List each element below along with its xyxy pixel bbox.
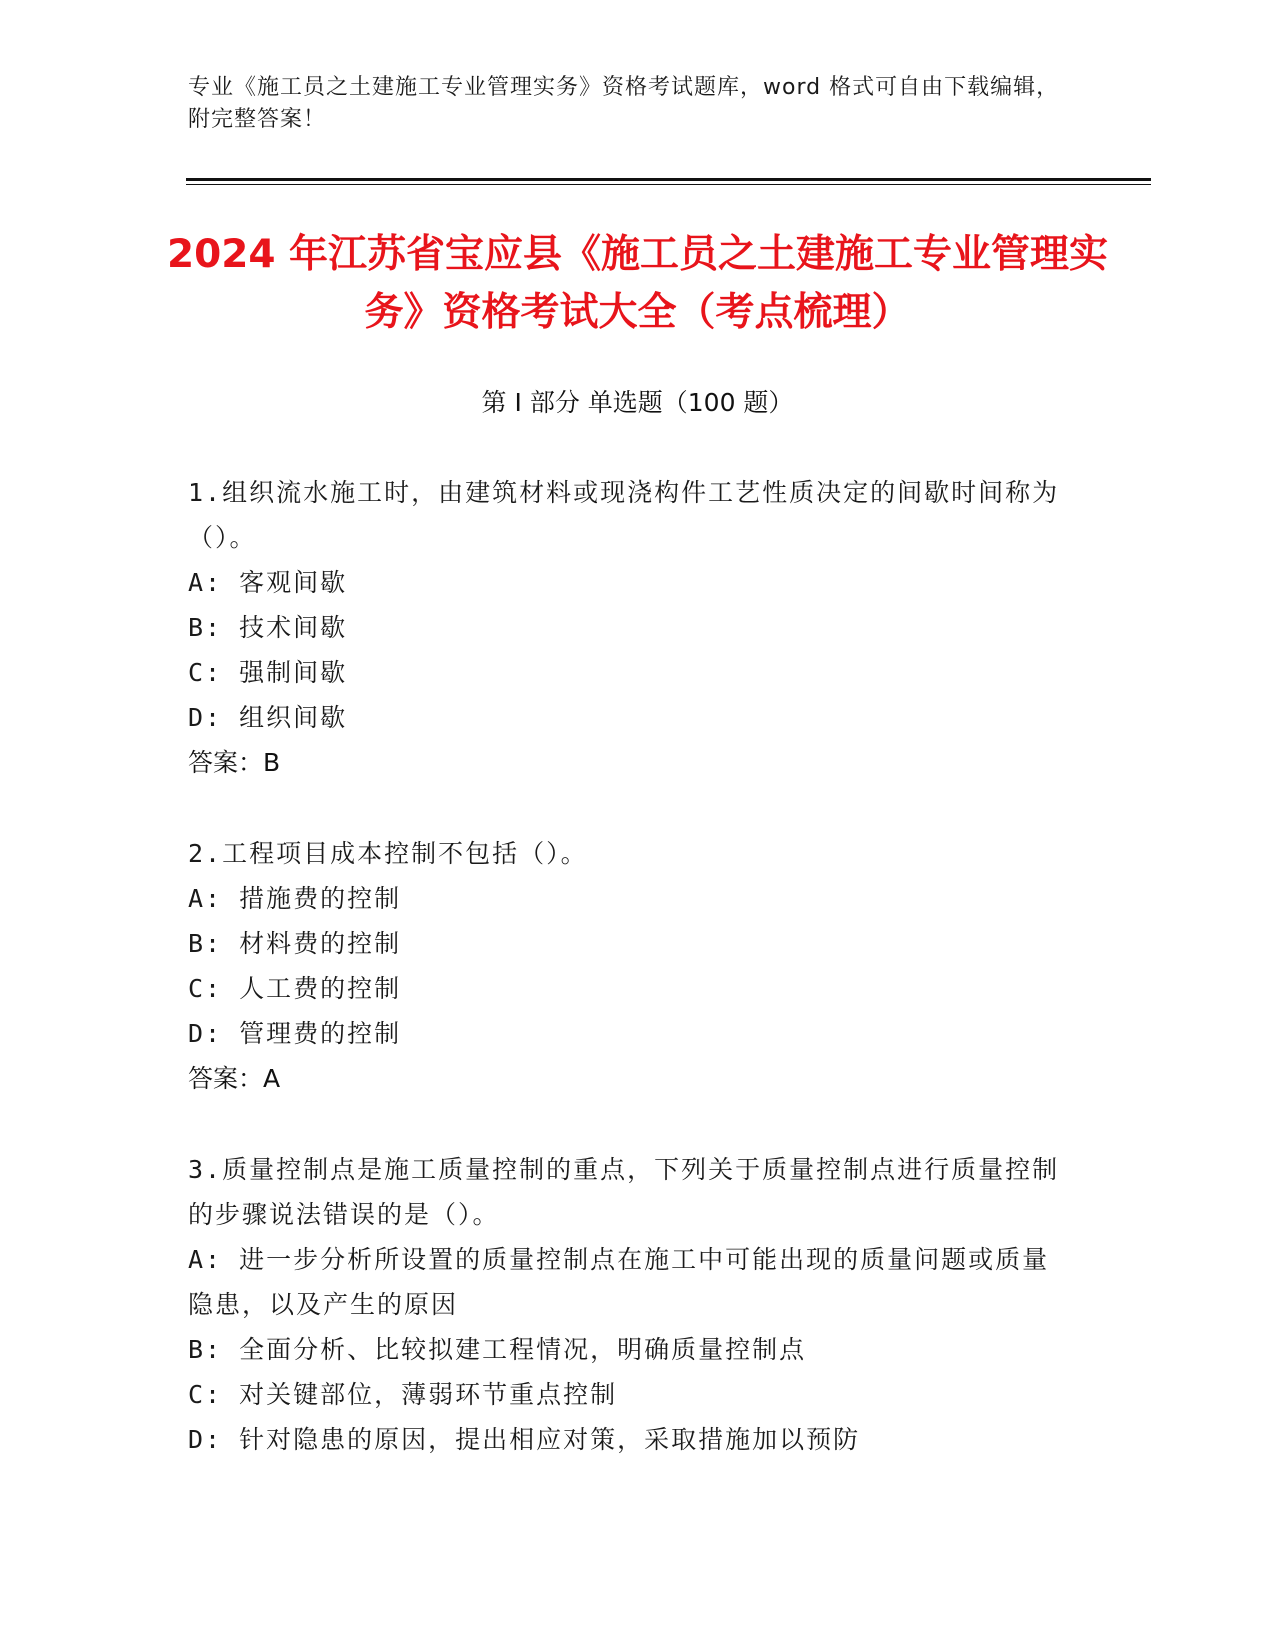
option-b: B: 材料费的控制	[188, 929, 402, 958]
question-3	[188, 1147, 1068, 1462]
option-d: D: 针对隐患的原因，提出相应对策，采取措施加以预防	[188, 1425, 861, 1454]
header-divider-thick	[186, 178, 1151, 181]
option-c: C: 对关键部位，薄弱环节重点控制	[188, 1380, 618, 1409]
option-c: C: 强制间歇	[188, 658, 348, 687]
header-note: 专业《施工员之土建施工专业管理实务》资格考试题库，word 格式可自由下载编辑，附完整答案！	[188, 75, 1060, 132]
question-2	[188, 831, 1068, 1101]
document-title: 2024 年江苏省宝应县《施工员之土建施工专业管理实务》资格考试大全（考点梳理）	[166, 232, 1109, 335]
answer: 答案：B	[188, 748, 281, 777]
option-c: C: 人工费的控制	[188, 974, 402, 1003]
question-stem: 1.组织流水施工时，由建筑材料或现浇构件工艺性质决定的间歇时间称为（）。	[188, 478, 1060, 552]
option-d: D: 组织间歇	[188, 703, 348, 732]
option-b: B: 技术间歇	[188, 613, 348, 642]
question-stem: 2.工程项目成本控制不包括（）。	[188, 839, 588, 868]
option-b: B: 全面分析、比较拟建工程情况，明确质量控制点	[188, 1335, 807, 1364]
answer: 答案：A	[188, 1064, 281, 1093]
question-1	[188, 470, 1068, 785]
question-stem: 3.质量控制点是施工质量控制的重点，下列关于质量控制点进行质量控制的步骤说法错误的是（）。	[188, 1155, 1060, 1229]
header-divider-thin	[186, 184, 1151, 185]
section-title: 第 I 部分 单选题（100 题）	[481, 388, 794, 417]
question-list	[188, 470, 1068, 1508]
option-a: A: 客观间歇	[188, 568, 348, 597]
option-a: A: 措施费的控制	[188, 884, 402, 913]
option-d: D: 管理费的控制	[188, 1019, 402, 1048]
option-a: A: 进一步分析所设置的质量控制点在施工中可能出现的质量问题或质量隐患，以及产生的原因	[188, 1245, 1050, 1319]
